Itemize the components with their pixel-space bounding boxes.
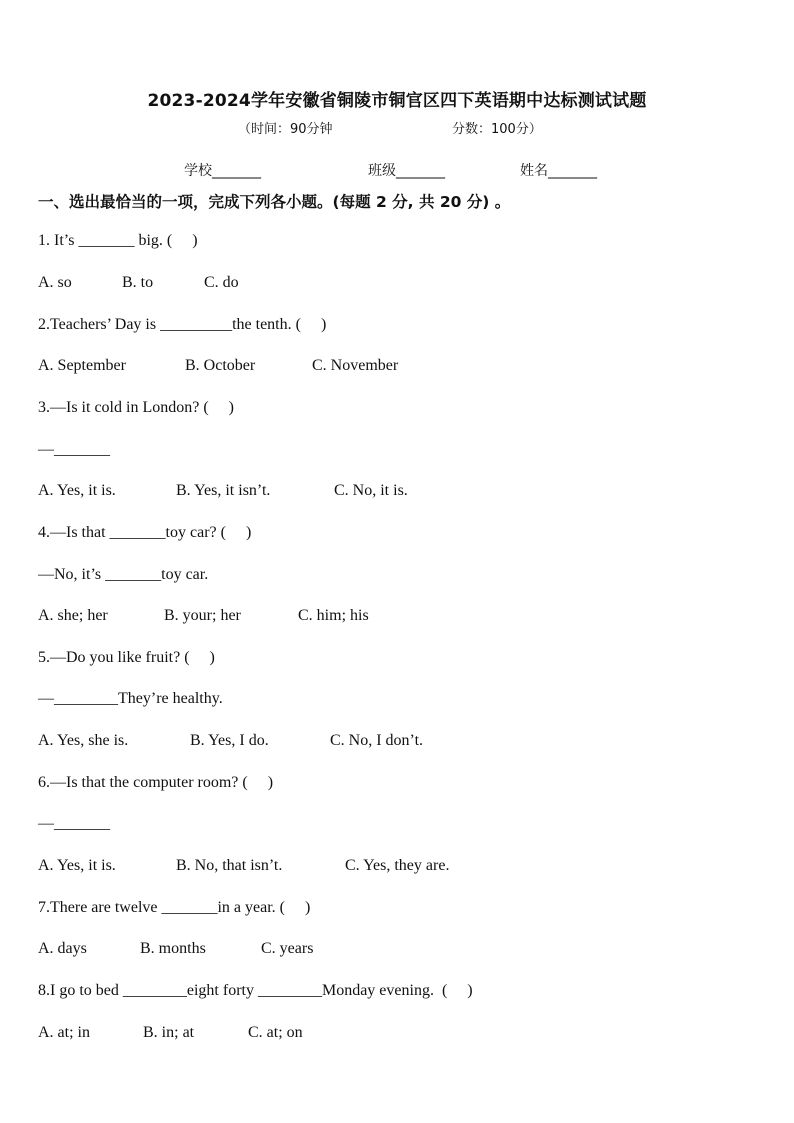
school-field: 学校_______ [184,163,261,179]
question-4-option-a: A. she; her [38,607,108,624]
question-5-stem: 5.—Do you like fruit? ( ) [38,649,215,666]
question-7-option-a: A. days [38,940,87,957]
question-8-option-b: B. in; at [143,1024,195,1041]
question-7-option-b: B. months [140,940,206,957]
question-4-stem: 4.—Is that _______toy car? ( ) [38,524,252,541]
name-field: 姓名_______ [520,163,597,179]
question-5-option-a: A. Yes, she is. [38,732,129,749]
class-field: 班级_______ [368,163,445,179]
question-5-option-b: B. Yes, I do. [190,732,269,749]
question-1-option-a: A. so [38,274,72,291]
question-4-option-c: C. him; his [298,607,369,624]
question-6-answer-line: —_______ [38,815,110,832]
question-4-answer-line: —No, it’s _______toy car. [38,566,209,583]
question-3-option-a: A. Yes, it is. [38,482,116,499]
question-3-answer-line: —_______ [38,441,110,458]
time-limit: （时间：90分钟 [238,122,333,137]
question-2-option-c: C. November [312,357,399,374]
section-heading: 一、选出最恰当的一项，完成下列各小题。(每题 2 分, 共 20 分) 。 [38,193,511,211]
question-6-option-a: A. Yes, it is. [38,857,116,874]
question-7-option-c: C. years [261,940,314,957]
question-3-option-b: B. Yes, it isn’t. [176,482,271,499]
question-5-answer-line: —________They’re healthy. [38,690,223,707]
question-6-stem: 6.—Is that the computer room? ( ) [38,774,274,791]
total-score: 分数：100分） [452,122,542,137]
question-7-stem: 7.There are twelve _______in a year. ( ) [38,899,311,916]
question-2-stem: 2.Teachers’ Day is _________the tenth. ( ) [38,316,327,333]
question-8-option-a: A. at; in [38,1024,90,1041]
question-2-option-b: B. October [185,357,256,374]
question-2-option-a: A. September [38,357,126,374]
question-4-option-b: B. your; her [164,607,241,624]
question-6-option-b: B. No, that isn’t. [176,857,283,874]
question-1-stem: 1. It’s _______ big. ( ) [38,232,198,249]
question-1-option-b: B. to [122,274,154,291]
question-1-option-c: C. do [204,274,239,291]
question-8-stem: 8.I go to bed ________eight forty ________Monday evening. ( ) [38,982,473,999]
question-3-option-c: C. No, it is. [334,482,408,499]
page-title: 2023-2024学年安徽省铜陵市铜官区四下英语期中达标测试试题 [147,91,647,111]
question-8-option-c: C. at; on [248,1024,303,1041]
question-5-option-c: C. No, I don’t. [330,732,424,749]
question-3-stem: 3.—Is it cold in London? ( ) [38,399,234,416]
question-6-option-c: C. Yes, they are. [345,857,450,874]
